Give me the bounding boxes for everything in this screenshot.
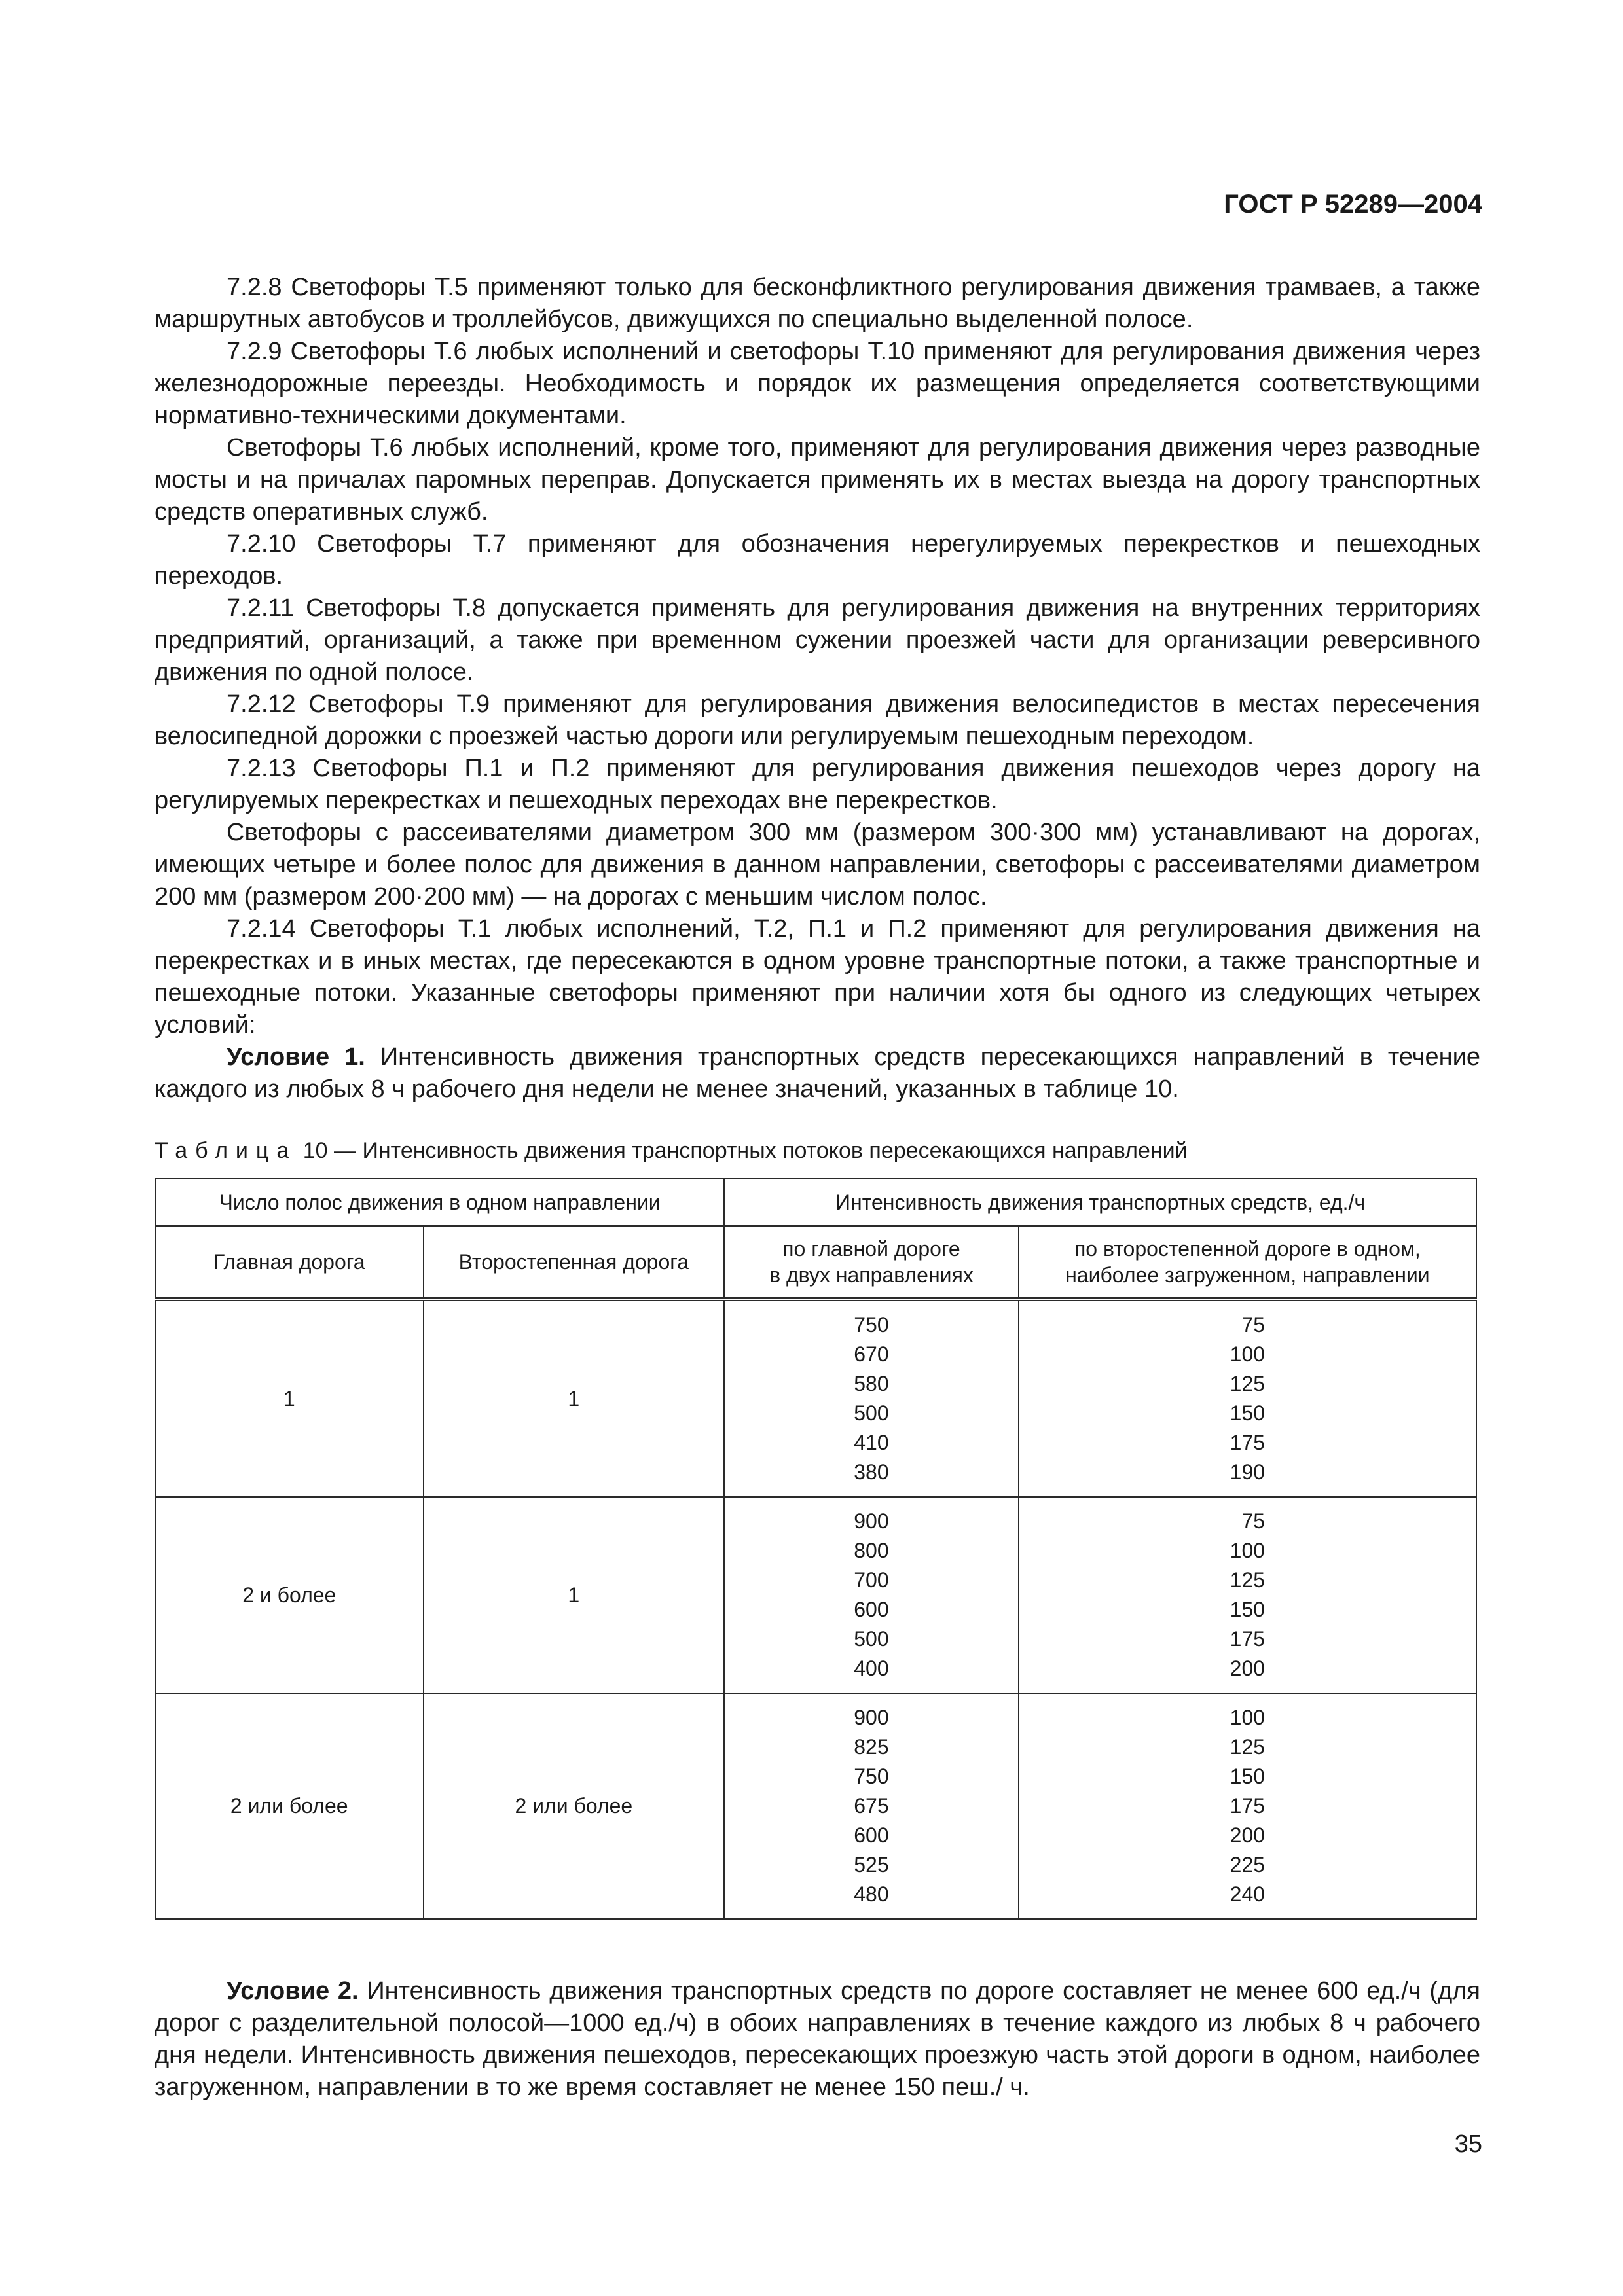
cell-main-values [724, 1497, 1019, 1693]
value: 600 [854, 1598, 889, 1621]
after-table-text [155, 1975, 1480, 2104]
header-intensity-group: Интенсивность движения транспортных средств, ед./ч [724, 1179, 1476, 1226]
value: 750 [854, 1765, 889, 1788]
cell-main-lanes: 2 и более [155, 1497, 424, 1693]
cell-main-lanes: 2 или более [155, 1693, 424, 1919]
paragraph-7-2-14: 7.2.14 Светофоры Т.1 любых исполнений, Т.2, П.1 и П.2 применяют для регулирования движения на перекрестках и в иных местах, где пересекаются в одном уровне транспортные потоки, а также транспортные и пешеходные потоки. Указанные светофоры применяют при наличии хотя бы одного из следующих четырех условий: [155, 915, 1480, 1039]
cell-secondary-values [1019, 1497, 1476, 1693]
cell-main-values [724, 1693, 1019, 1919]
header-secondary-intensity-line2: наиболее загруженном, направлении [1065, 1263, 1430, 1287]
value: 225 [1230, 1853, 1266, 1876]
header-main-intensity-line1: по главной дороге [782, 1237, 960, 1261]
value: 75 [1241, 1509, 1266, 1533]
table-caption-title: 10 — Интенсивность движения транспортных потоков пересекающихся направлений [297, 1138, 1188, 1163]
cell-secondary-values [1019, 1693, 1476, 1919]
value: 600 [854, 1823, 889, 1847]
header-lanes-group: Число полос движения в одном направлении [155, 1179, 724, 1226]
value: 150 [1230, 1401, 1266, 1425]
value: 675 [854, 1794, 889, 1818]
value: 125 [1230, 1735, 1266, 1759]
value: 200 [1230, 1823, 1266, 1847]
condition-2 [155, 1975, 1480, 2104]
table-caption [155, 1138, 1188, 1164]
table-row [155, 1299, 1476, 1497]
cell-secondary-lanes: 1 [424, 1497, 725, 1693]
value: 400 [854, 1657, 889, 1680]
cell-main-lanes: 1 [155, 1299, 424, 1497]
condition-2-text: Интенсивность движения транспортных средств по дороге составляет не менее 600 ед./ч (для дорог с разделительной полосой—1000 ед./ч) в обоих направлениях в течение каждого из любых 8 ч рабочего дня недели. Интенсивность движения пешеходов, пересекающих проезжую часть этой дороги в одном, наиболее загруженном, направлении в то же время составляет не менее 150 пеш./ ч. [155, 1977, 1480, 2101]
value: 750 [854, 1313, 889, 1336]
value: 125 [1230, 1568, 1266, 1592]
paragraph-7-2-9: 7.2.9 Светофоры Т.6 любых исполнений и светофоры Т.10 применяют для регулирования движения через железнодорожные переезды. Необходимость и порядок их размещения определяется соответствующими нормативно-техническими документами. [155, 338, 1480, 429]
value: 150 [1230, 1765, 1266, 1788]
body-text [155, 272, 1480, 1105]
table-row [155, 1497, 1476, 1693]
value: 200 [1230, 1657, 1266, 1680]
value: 670 [854, 1342, 889, 1366]
value: 900 [854, 1509, 889, 1533]
table-caption-prefix: Таблица [155, 1138, 297, 1163]
cell-main-values [724, 1299, 1019, 1497]
paragraph-7-2-10: 7.2.10 Светофоры Т.7 применяют для обозначения нерегулируемых перекрестков и пешеходных переходов. [155, 530, 1480, 590]
header-main-intensity [724, 1226, 1019, 1299]
value: 150 [1230, 1598, 1266, 1621]
value: 100 [1230, 1706, 1266, 1729]
value: 175 [1230, 1627, 1266, 1651]
condition-2-label: Условие 2. [227, 1977, 359, 2005]
value: 75 [1241, 1313, 1266, 1336]
value: 525 [854, 1853, 889, 1876]
paragraph-7-2-12: 7.2.12 Светофоры Т.9 применяют для регулирования движения велосипедистов в местах пересечения велосипедной дорожки с проезжей частью дороги или регулируемым пешеходным переходом. [155, 691, 1480, 750]
cell-secondary-lanes: 2 или более [424, 1693, 725, 1919]
condition-1 [155, 1041, 1480, 1105]
value: 500 [854, 1401, 889, 1425]
value: 800 [854, 1539, 889, 1562]
value: 175 [1230, 1794, 1266, 1818]
header-main-road: Главная дорога [155, 1226, 424, 1299]
header-secondary-road: Второстепенная дорога [424, 1226, 725, 1299]
cell-secondary-values [1019, 1299, 1476, 1497]
paragraph-lens-size: Светофоры с рассеивателями диаметром 300 мм (размером 300·300 мм) устанавливают на дорогах, имеющих четыре и более полос для движения в данном направлении, светофоры с рассеивателями диаметром 200 мм (размером 200·200 мм) — на дорогах с меньшим числом полос. [155, 819, 1480, 910]
paragraph-7-2-13: 7.2.13 Светофоры П.1 и П.2 применяют для регулирования движения пешеходов через дорогу на регулируемых перекрестках и пешеходных переходах вне перекрестков. [155, 755, 1480, 814]
value: 480 [854, 1882, 889, 1906]
value: 380 [854, 1460, 889, 1484]
value: 100 [1230, 1342, 1266, 1366]
value: 825 [854, 1735, 889, 1759]
page-number: 35 [1454, 2130, 1482, 2158]
value: 100 [1230, 1539, 1266, 1562]
header-secondary-intensity [1019, 1226, 1476, 1299]
value: 900 [854, 1706, 889, 1729]
value: 240 [1230, 1882, 1266, 1906]
condition-1-text: Интенсивность движения транспортных средств пересекающихся направлений в течение каждого из любых 8 ч рабочего дня недели не менее значений, указанных в таблице 10. [155, 1043, 1480, 1103]
intensity-table [155, 1178, 1477, 1920]
document-code: ГОСТ Р 52289—2004 [1224, 190, 1482, 219]
value: 190 [1230, 1460, 1266, 1484]
value: 410 [854, 1431, 889, 1454]
header-secondary-intensity-line1: по второстепенной дороге в одном, [1074, 1237, 1421, 1261]
value: 500 [854, 1627, 889, 1651]
header-main-intensity-line2: в двух направлениях [769, 1263, 974, 1287]
condition-1-label: Условие 1. [227, 1043, 365, 1071]
table-row [155, 1693, 1476, 1919]
paragraph-7-2-11: 7.2.11 Светофоры Т.8 допускается применять для регулирования движения на внутренних территориях предприятий, организаций, а также при временном сужении проезжей части для организации реверсивного движения по одной полосе. [155, 594, 1480, 686]
value: 125 [1230, 1372, 1266, 1395]
value: 700 [854, 1568, 889, 1592]
value: 175 [1230, 1431, 1266, 1454]
paragraph-t6-usage: Светофоры Т.6 любых исполнений, кроме того, применяют для регулирования движения через разводные мосты и на причалах паромных переправ. Допускается применять их в местах выезда на дорогу транспортных средств оперативных служб. [155, 434, 1480, 526]
paragraph-7-2-8: 7.2.8 Светофоры Т.5 применяют только для бесконфликтного регулирования движения трамваев, а также маршрутных автобусов и троллейбусов, движущихся по специально выделенной полосе. [155, 274, 1480, 333]
cell-secondary-lanes: 1 [424, 1299, 725, 1497]
value: 580 [854, 1372, 889, 1395]
